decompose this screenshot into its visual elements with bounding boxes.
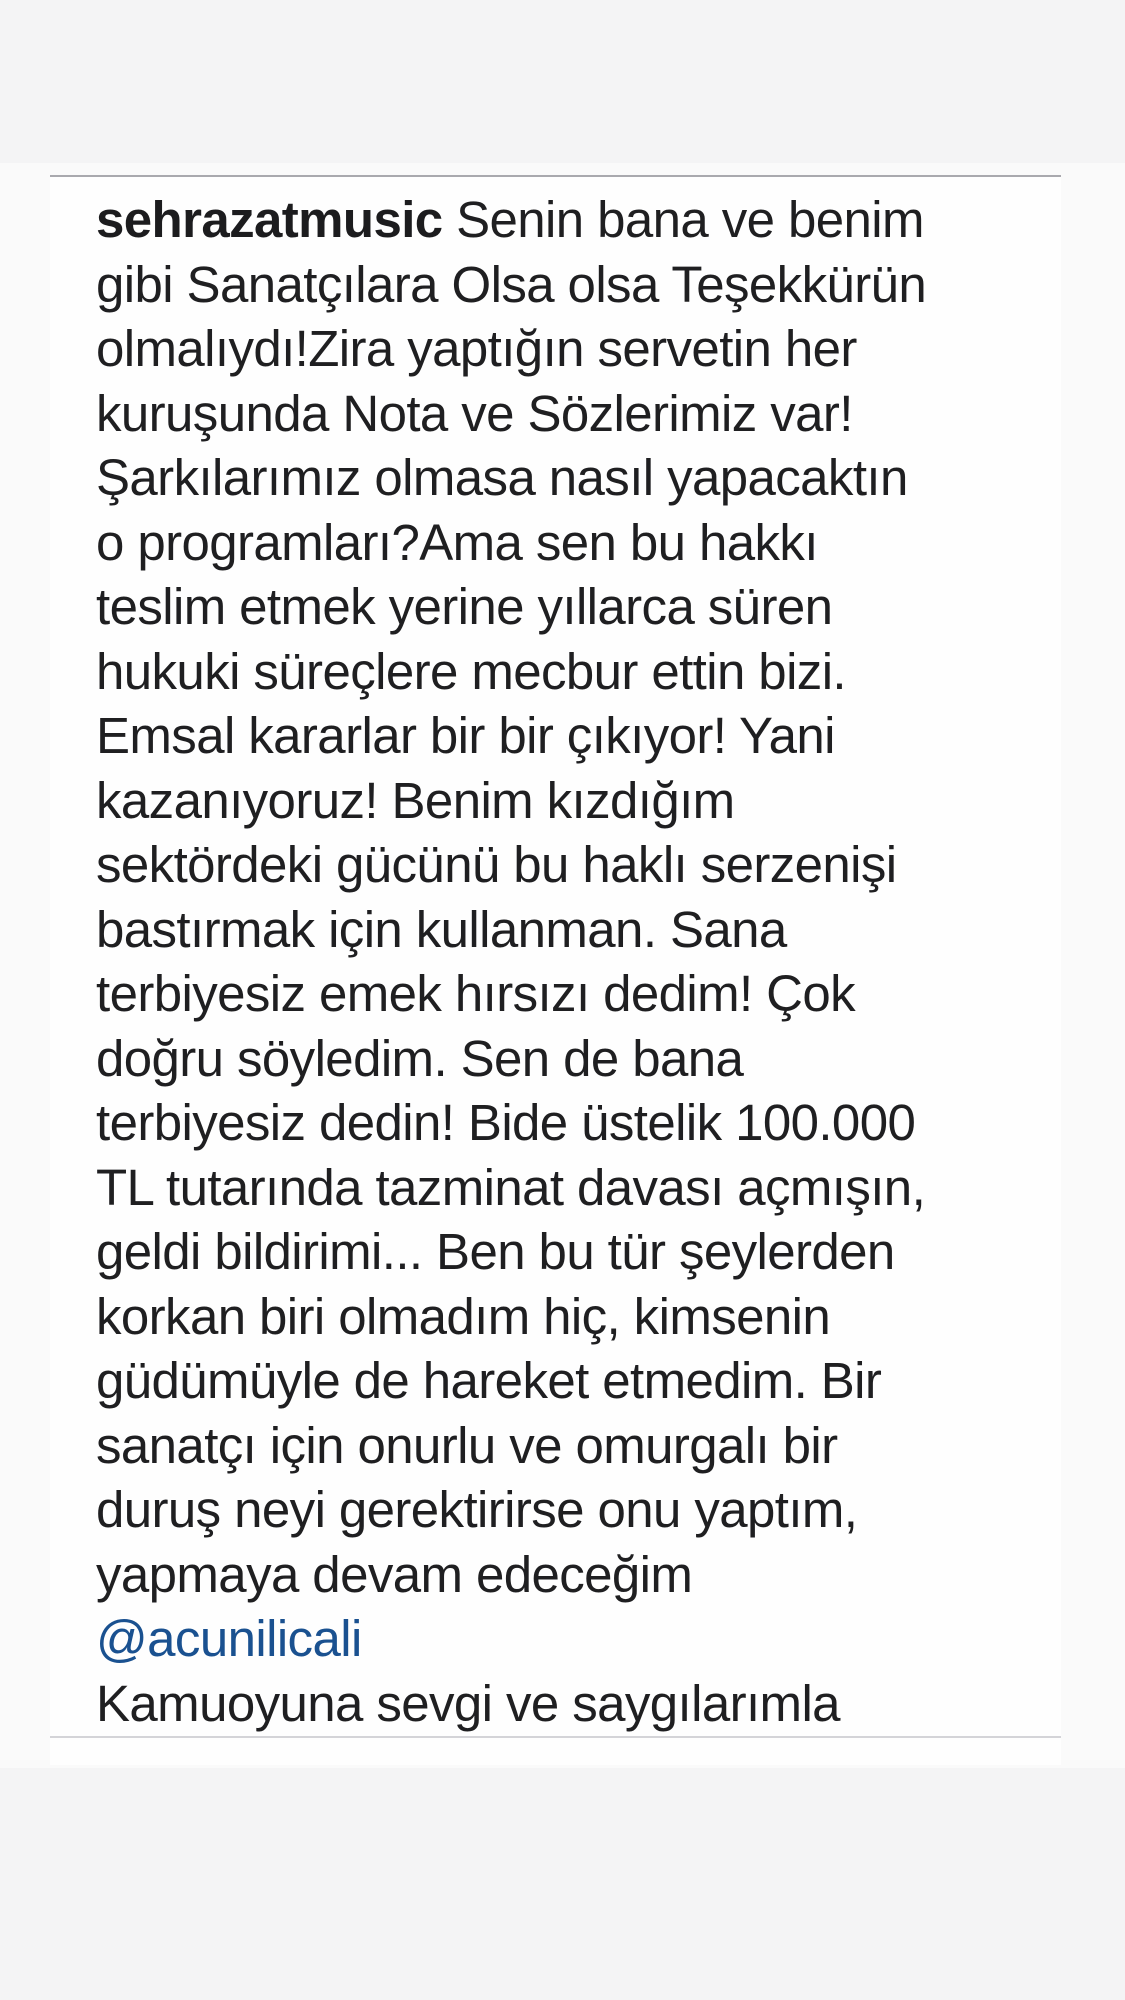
mention-link[interactable]: @acunilicali: [96, 1610, 362, 1667]
caption-line: Şarkılarımız olmasa nasıl yapacaktın: [96, 449, 908, 506]
caption-line: Kamuoyuna sevgi ve saygılarımla: [96, 1674, 840, 1732]
screenshot-sheet: [0, 163, 1125, 1768]
caption-line: Emsal kararlar bir bir çıkıyor! Yani: [96, 707, 835, 764]
caption-line: sektördeki gücünü bu haklı serzenişi: [96, 836, 897, 893]
caption-line: [96, 1607, 1037, 1672]
caption-line: hukuki süreçlere mecbur ettin bizi.: [96, 642, 847, 700]
caption-line: duruş neyi gerektirirse onu yaptım,: [96, 1481, 858, 1538]
caption-line: kazanıyoruz! Benim kızdığım: [96, 771, 735, 829]
caption-line: yapmaya devam edeceğim: [96, 1545, 693, 1603]
username-link[interactable]: sehrazatmusic: [96, 191, 443, 248]
caption-line: korkan biri olmadım hiç, kimsenin: [96, 1287, 831, 1345]
caption-line: kuruşunda Nota ve Sözlerimiz var!: [96, 384, 853, 442]
caption-line: güdümüyle de hareket etmedim. Bir: [96, 1352, 882, 1409]
caption-line: terbiyesiz dedin! Bide üstelik 100.000: [96, 1094, 916, 1151]
caption-line: gibi Sanatçılara Olsa olsa Teşekkürün: [96, 255, 927, 313]
caption-footer-space: [50, 1738, 1061, 1765]
caption-line: TL tutarında tazminat davası açmışın,: [96, 1158, 926, 1216]
caption-line: sehrazatmusic Senin bana ve benim: [96, 191, 924, 248]
caption-text: [50, 177, 1061, 1738]
caption-card: [50, 175, 1061, 1765]
caption-line: o programları?Ama sen bu hakkı: [96, 513, 818, 571]
caption-line: sanatçı için onurlu ve omurgalı bir: [96, 1416, 838, 1474]
caption-line: teslim etmek yerine yıllarca süren: [96, 578, 833, 635]
caption-line: geldi bildirimi... Ben bu tür şeylerden: [96, 1223, 895, 1280]
caption-line: olmalıydı!Zira yaptığın servetin her: [96, 320, 857, 377]
caption-line: doğru söyledim. Sen de bana: [96, 1029, 744, 1087]
caption-line: bastırmak için kullanman. Sana: [96, 900, 787, 958]
caption-line: terbiyesiz emek hırsızı dedim! Çok: [96, 965, 856, 1022]
